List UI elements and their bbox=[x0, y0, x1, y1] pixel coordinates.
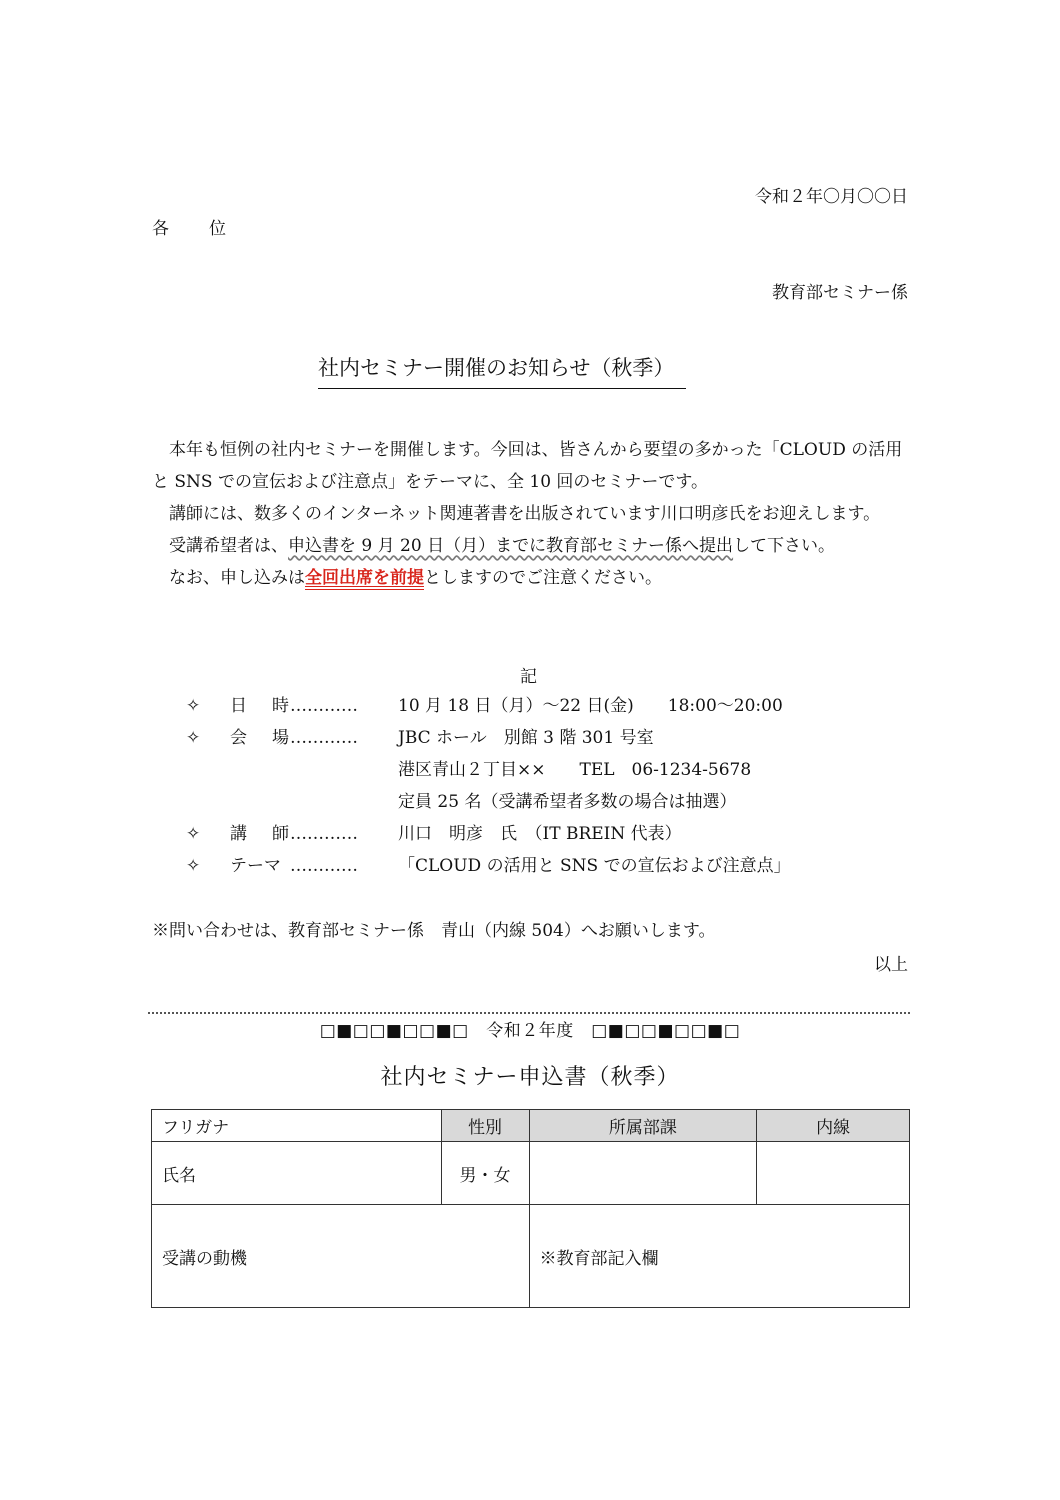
detail-date bbox=[186, 690, 791, 722]
detail-date-value: 10 月 18 日（月）～22 日(金) 18:00～20:00 bbox=[398, 696, 783, 716]
detail-venue-address bbox=[186, 754, 791, 786]
detail-label bbox=[230, 818, 398, 850]
detail-label bbox=[230, 850, 398, 882]
label-char: 会 bbox=[230, 728, 247, 748]
detail-venue-capacity bbox=[186, 786, 791, 818]
department-header: 所属部課 bbox=[529, 1110, 757, 1142]
bullet-icon: ✧ bbox=[186, 728, 201, 748]
label-char: 日 bbox=[230, 696, 247, 716]
ki-heading: 記 bbox=[520, 667, 537, 687]
attendance-requirement: 全回出席を前提 bbox=[305, 568, 424, 588]
detail-lecturer-value: 川口 明彦 氏 （IT BREIN 代表） bbox=[398, 824, 682, 844]
bullet-icon: ✧ bbox=[186, 824, 201, 844]
detail-lecturer bbox=[186, 818, 791, 850]
label-char: 場 bbox=[272, 728, 289, 748]
label-char: 師 bbox=[272, 824, 289, 844]
contact-note: ※問い合わせは、教育部セミナー係 青山（内線 504）へお願いします。 bbox=[152, 921, 716, 941]
label-text: テーマ bbox=[230, 856, 281, 876]
sender: 教育部セミナー係 bbox=[772, 283, 908, 303]
body-paragraph-3 bbox=[152, 530, 912, 562]
leader-dots: ………… bbox=[290, 728, 358, 748]
detail-theme-value: 「CLOUD の活用と SNS での宣伝および注意点」 bbox=[398, 856, 791, 876]
extension-field[interactable] bbox=[757, 1142, 910, 1205]
leader-dots: ………… bbox=[290, 696, 358, 716]
para4-tail: としますのでご注意ください。 bbox=[424, 568, 662, 588]
body-paragraph-1: 本年も恒例の社内セミナーを開催します。今回は、皆さんから要望の多かった「CLOUD の活用と SNS での宣伝および注意点」をテーマに、全 10 回のセミナーです。 bbox=[152, 440, 903, 492]
gender-field[interactable]: 男・女 bbox=[441, 1142, 529, 1205]
leader-dots: ………… bbox=[290, 856, 358, 876]
document-date: 令和２年〇月〇〇日 bbox=[755, 187, 908, 207]
office-use-field: ※教育部記入欄 bbox=[529, 1205, 910, 1308]
para4-lead: なお、申し込みは bbox=[169, 568, 305, 588]
gender-header: 性別 bbox=[441, 1110, 529, 1142]
application-form-table bbox=[151, 1109, 910, 1308]
form-title: 社内セミナー申込書（秋季） bbox=[380, 1065, 680, 1090]
leader-dots: ………… bbox=[290, 824, 358, 844]
furigana-label[interactable]: フリガナ bbox=[152, 1110, 442, 1142]
detail-label bbox=[230, 722, 398, 754]
closing-word: 以上 bbox=[874, 955, 908, 975]
name-field[interactable]: 氏名 bbox=[152, 1142, 442, 1205]
department-field[interactable] bbox=[529, 1142, 757, 1205]
cut-line bbox=[148, 1012, 910, 1014]
venue-capacity: 定員 25 名（受講希望者多数の場合は抽選） bbox=[398, 792, 737, 812]
bullet-icon: ✧ bbox=[186, 856, 201, 876]
detail-venue-value: JBC ホール 別館 3 階 301 号室 bbox=[398, 728, 654, 748]
bullet-icon: ✧ bbox=[186, 696, 201, 716]
motivation-field[interactable]: 受講の動機 bbox=[152, 1205, 530, 1308]
notice-title: 社内セミナー開催のお知らせ（秋季） bbox=[318, 352, 686, 389]
label-char: 時 bbox=[272, 696, 289, 716]
submission-deadline: 申込書を 9 月 20 日（月）までに教育部セミナー係へ提出 bbox=[288, 536, 734, 556]
form-year-line: □■□□■□□■□ 令和２年度 □■□□■□□■□ bbox=[319, 1021, 741, 1041]
body-paragraph-2: 講師には、数多くのインターネット関連著書を出版されています川口明彦氏をお迎えします。 bbox=[169, 504, 881, 524]
label-char: 講 bbox=[230, 824, 247, 844]
para3-tail: して下さい。 bbox=[733, 536, 836, 556]
extension-header: 内線 bbox=[757, 1110, 910, 1142]
venue-address: 港区青山２丁目×× TEL 06-1234-5678 bbox=[398, 760, 752, 780]
detail-label bbox=[230, 690, 398, 722]
detail-venue bbox=[186, 722, 791, 754]
addressee: 各 位 bbox=[152, 219, 228, 239]
detail-theme bbox=[186, 850, 791, 882]
details-list bbox=[186, 690, 791, 882]
notice-body bbox=[152, 434, 912, 594]
body-paragraph-4 bbox=[152, 562, 912, 594]
para3-lead: 受講希望者は、 bbox=[169, 536, 288, 556]
